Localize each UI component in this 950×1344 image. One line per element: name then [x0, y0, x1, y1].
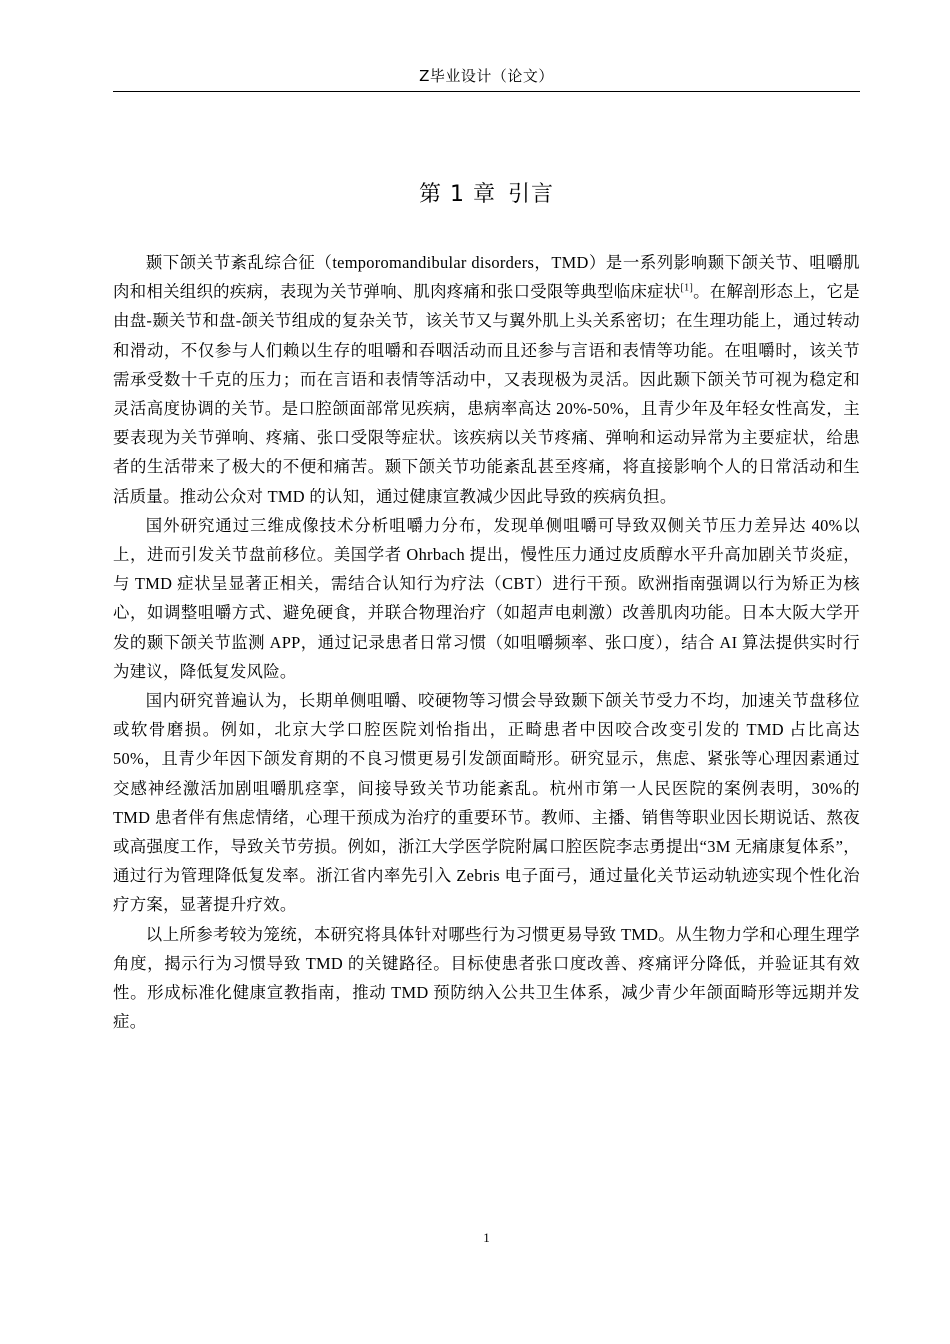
chapter-title: 引言: [507, 182, 554, 207]
running-header: Z毕业设计（论文）: [419, 67, 554, 85]
body-text: [113, 248, 860, 1036]
page-number: 1: [483, 1230, 490, 1245]
paragraph-research-aim: 以上所参考较为笼统，本研究将具体针对哪些行为习惯更易导致 TMD。从生物力学和心理生理学角度，揭示行为习惯导致 TMD 的关键路径。目标使患者张口度改善、疼痛评分降低，并验证其有效性。形成标准化健康宣教指南，推动 TMD 预防纳入公共卫生体系，减少青少年颌面畸形等远期并发症。: [113, 924, 860, 1032]
paragraph-intro-text-b: 。在解剖形态上，它是由盘-颞关节和盘-颌关节组成的复杂关节，该关节又与翼外肌上头关系密切；在生理功能上，通过转动和滑动，不仅参与人们赖以生存的咀嚼和吞咽活动而且还参与言语和表情等功能。在咀嚼时，该关节需承受数十千克的压力；而在言语和表情等活动中，又表现极为灵活。因此颞下颌关节可视为稳定和灵活高度协调的关节。是口腔颌面部常见疾病，患病率高达 20%-50%，且青少年及年轻女性高发，主要表现为关节弹响、疼痛、张口受限等症状。该疾病以关节疼痛、弹响和运动异常为主要症状，给患者的生活带来了极大的不便和痛苦。颞下颌关节功能紊乱甚至疼痛，将直接影响个人的日常活动和生活质量。推动公众对 TMD 的认知，通过健康宣教减少因此导致的疾病负担。: [113, 282, 860, 506]
paragraph-foreign-research: 国外研究通过三维成像技术分析咀嚼力分布，发现单侧咀嚼可导致双侧关节压力差异达 40%以上，进而引发关节盘前移位。美国学者 Ohrbach 提出，慢性压力通过皮质醇水平升高加剧关节炎症，与 TMD 症状呈显著正相关，需结合认知行为疗法（CBT）进行干预。欧洲指南强调以行为矫正为核心，如调整咀嚼方式、避免硬食，并联合物理治疗（如超声电刺激）改善肌肉功能。日本大阪大学开发的颞下颌关节监测 APP，通过记录患者日常习惯（如咀嚼频率、张口度），结合 AI 算法提供实时行为建议，降低复发风险。: [113, 515, 860, 681]
chapter-number: 第 1 章: [419, 182, 496, 207]
header-divider: [113, 91, 860, 92]
paragraph-intro-text-a: 颞下颌关节紊乱综合征（temporomandibular disorders，TMD）是一系列影响颞下颌关节、咀嚼肌肉和相关组织的疾病，表现为关节弹响、肌肉疼痛和张口受限等典型临床症状: [113, 253, 860, 302]
paragraph-intro: [113, 248, 860, 511]
citation-reference[interactable]: [1]: [680, 282, 694, 294]
paragraph-domestic-research: 国内研究普遍认为，长期单侧咀嚼、咬硬物等习惯会导致颞下颌关节受力不均，加速关节盘移位或软骨磨损。例如，北京大学口腔医院刘怡指出，正畸患者中因咬合改变引发的 TMD 占比高达 50%，且青少年因下颌发育期的不良习惯更易引发颌面畸形。研究显示，焦虑、紧张等心理因素通过交感神经激活加剧咀嚼肌痉挛，间接导致关节功能紊乱。杭州市第一人民医院的案例表明，30%的 TMD 患者伴有焦虑情绪，心理干预成为治疗的重要环节。教师、主播、销售等职业因长期说话、熬夜或高强度工作，导致关节劳损。例如，浙江大学医学院附属口腔医院李志勇提出“3M 无痛康复体系”，通过行为管理降低复发率。浙江省内率先引入 Zebris 电子面弓，通过量化关节运动轨迹实现个性化治疗方案，显著提升疗效。: [113, 691, 860, 915]
chapter-heading: [113, 180, 860, 210]
